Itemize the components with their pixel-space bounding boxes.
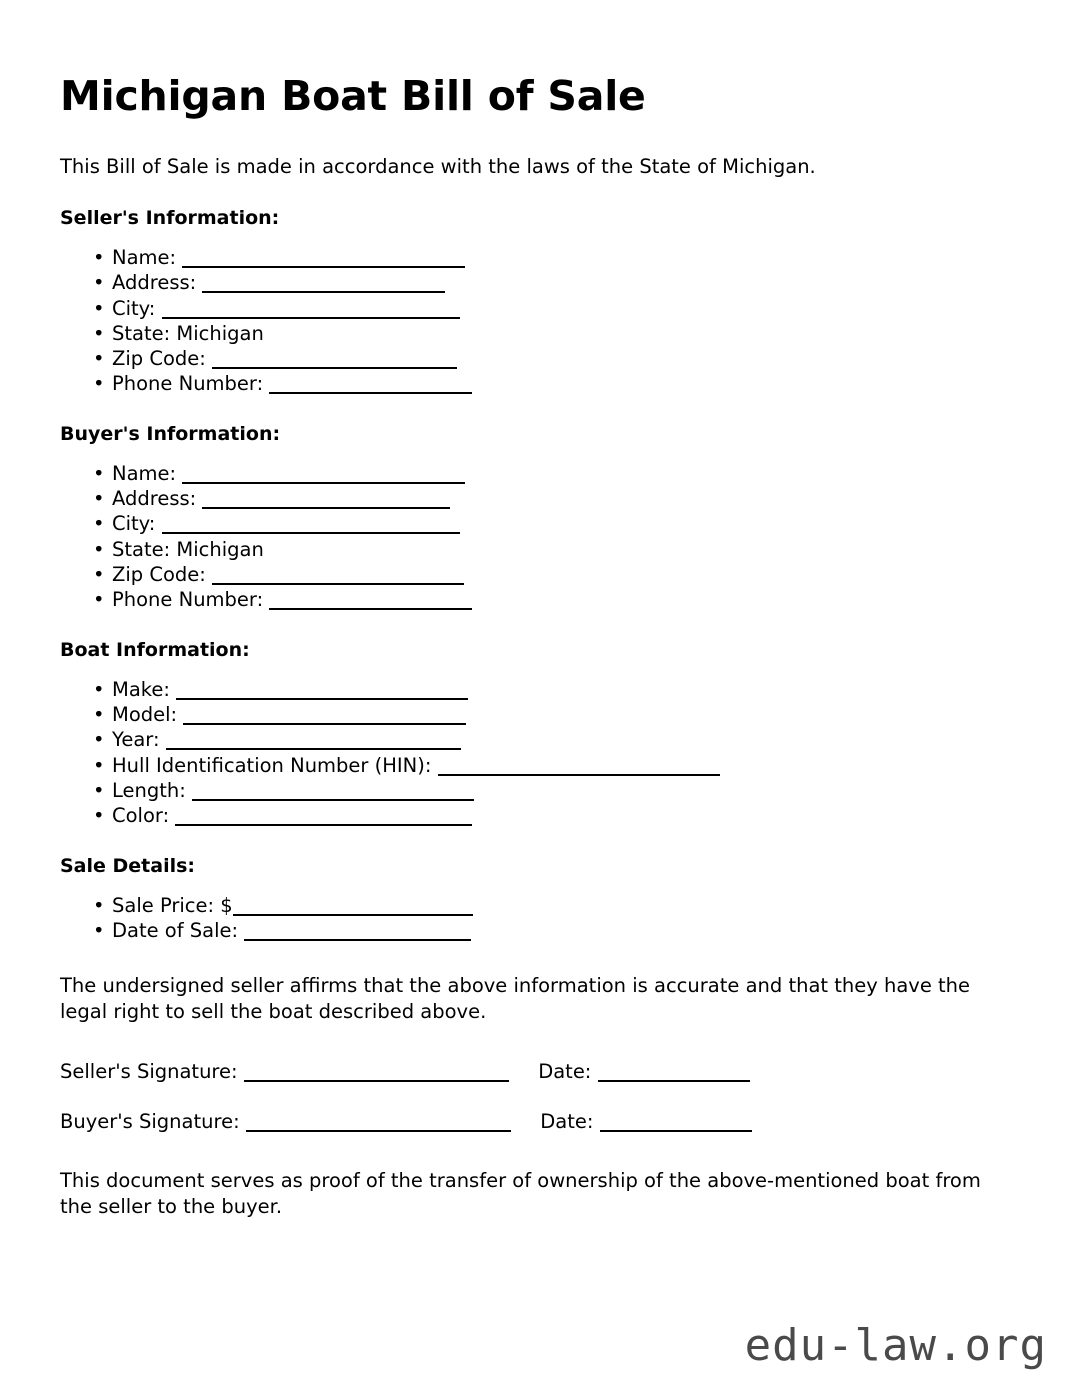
field-row-buyer-address [93, 486, 1015, 511]
buyer-field-list [60, 461, 1015, 612]
field-blank-boat-hin[interactable] [438, 760, 720, 776]
field-label: Hull Identification Number (HIN): [112, 753, 432, 777]
field-row-buyer-zip [93, 562, 1015, 587]
field-row-seller-phone [93, 371, 1015, 396]
field-label: Color: [112, 803, 170, 827]
field-blank-boat-make[interactable] [176, 684, 468, 700]
buyer-date-label: Date: [540, 1110, 594, 1134]
field-label: Make: [112, 677, 170, 701]
field-blank-boat-color[interactable] [175, 810, 472, 826]
field-row-seller-zip [93, 346, 1015, 371]
seller-signature-row [60, 1059, 1015, 1085]
field-label: Zip Code: [112, 562, 206, 586]
boat-field-list [60, 677, 1015, 828]
field-label: City: [112, 512, 156, 536]
affirmation-paragraph: The undersigned seller affirms that the above information is accurate and that they have the legal right to sell the boat described above. [60, 974, 971, 1023]
seller-date-blank[interactable] [598, 1066, 750, 1082]
field-row-seller-address [93, 270, 1015, 295]
field-label: Address: [112, 487, 197, 511]
seller-signature-label: Seller's Signature: [60, 1059, 238, 1083]
field-label: Year: [112, 728, 160, 752]
sale-section-heading: Sale Details: [60, 855, 196, 878]
field-row-boat-make [93, 677, 1015, 702]
field-blank-buyer-address[interactable] [202, 493, 450, 509]
field-row-buyer-state [93, 537, 1015, 562]
field-label: Date of Sale: [112, 919, 239, 943]
buyer-signature-row [60, 1109, 1015, 1135]
field-label: Zip Code: [112, 346, 206, 370]
field-row-sale-price [93, 893, 1015, 918]
sale-field-list [60, 893, 1015, 943]
buyer-section-heading: Buyer's Information: [60, 423, 281, 446]
intro-paragraph: This Bill of Sale is made in accordance with the laws of the State of Michigan. [60, 155, 816, 179]
field-value-buyer-state: Michigan [176, 537, 264, 561]
field-label: Address: [112, 271, 197, 295]
field-blank-sale-price[interactable] [233, 900, 473, 916]
field-value-seller-state: Michigan [176, 321, 264, 345]
field-blank-buyer-name[interactable] [182, 468, 465, 484]
field-row-boat-model [93, 702, 1015, 727]
field-label: Name: [112, 246, 177, 270]
seller-field-list [60, 245, 1015, 396]
field-blank-seller-phone[interactable] [269, 378, 472, 394]
field-blank-boat-length[interactable] [192, 785, 474, 801]
field-label: Phone Number: [112, 372, 264, 396]
field-blank-buyer-zip[interactable] [212, 569, 464, 585]
field-label: Model: [112, 703, 178, 727]
field-blank-seller-address[interactable] [202, 277, 445, 293]
seller-section-heading: Seller's Information: [60, 207, 280, 230]
buyer-signature-label: Buyer's Signature: [60, 1110, 240, 1134]
field-row-buyer-phone [93, 587, 1015, 612]
field-row-boat-year [93, 727, 1015, 752]
field-row-date-of-sale [93, 918, 1015, 943]
field-row-seller-state [93, 321, 1015, 346]
field-blank-seller-zip[interactable] [212, 353, 457, 369]
closing-paragraph: This document serves as proof of the transfer of ownership of the above-mentioned boat from the seller to the buyer. [60, 1169, 981, 1218]
field-label: Name: [112, 462, 177, 485]
field-row-seller-name [93, 245, 1015, 270]
field-row-buyer-city [93, 511, 1015, 536]
field-row-seller-city [93, 296, 1015, 321]
field-blank-seller-name[interactable] [182, 252, 465, 268]
field-label: State: [112, 537, 171, 561]
field-label: Phone Number: [112, 588, 264, 612]
field-blank-boat-year[interactable] [166, 734, 461, 750]
field-label: State: [112, 321, 171, 345]
buyer-signature-blank[interactable] [246, 1116, 511, 1132]
field-blank-boat-model[interactable] [183, 709, 466, 725]
field-row-boat-length [93, 778, 1015, 803]
field-label: City: [112, 296, 156, 320]
field-blank-buyer-phone[interactable] [269, 594, 472, 610]
field-blank-buyer-city[interactable] [162, 518, 460, 534]
seller-signature-blank[interactable] [244, 1066, 509, 1082]
field-row-buyer-name [93, 461, 1015, 486]
page-title: Michigan Boat Bill of Sale [60, 72, 646, 120]
seller-date-label: Date: [538, 1059, 592, 1083]
field-blank-date-of-sale[interactable] [244, 925, 471, 941]
field-blank-seller-city[interactable] [162, 303, 460, 319]
buyer-date-blank[interactable] [600, 1116, 752, 1132]
field-row-boat-hin [93, 753, 1015, 778]
field-row-boat-color [93, 803, 1015, 828]
boat-section-heading: Boat Information: [60, 639, 250, 662]
field-label: Sale Price: $ [112, 893, 233, 917]
site-watermark: edu-law.org [744, 1320, 1047, 1371]
field-label: Length: [112, 778, 186, 802]
